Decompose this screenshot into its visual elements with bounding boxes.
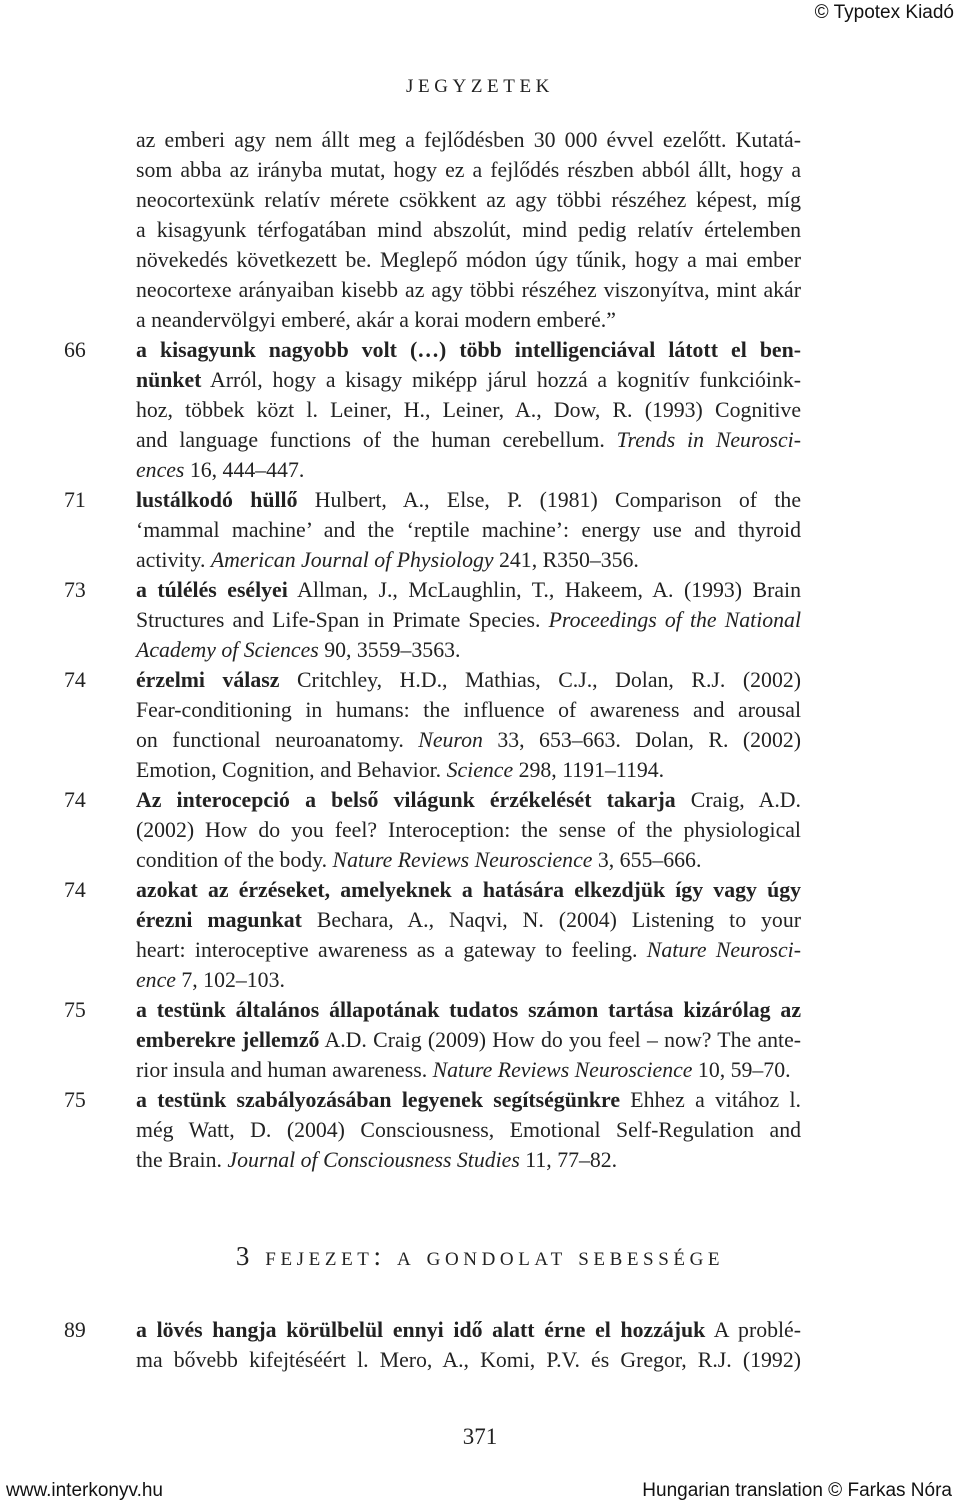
note-text: 3, 655–666. [592,848,702,872]
note-text: Structures and Life-Span in Primate Species. [136,608,549,632]
note-page-number: 74 [64,668,86,692]
note-keyword: lustálkodó hüllő [136,488,298,512]
note-line [136,695,801,725]
note-line [136,365,801,395]
note-line [136,935,801,965]
note-line [136,575,801,605]
note-entry [0,1315,801,1375]
note-page-number: 66 [64,338,86,362]
note-line [136,515,801,545]
note-keyword: a testünk általános állapotának tudatos számon tartása kizárólag az [136,998,801,1022]
note-text: condition of the body. [136,848,333,872]
note-line [136,605,801,635]
note-page-number: 74 [64,878,86,902]
note-page-number: 73 [64,578,86,602]
note-text: on functional neuroanatomy. [136,728,419,752]
note-line [136,245,801,275]
note-entry [0,875,801,995]
note-line [136,875,801,905]
note-line [136,1145,801,1175]
note-page-number: 74 [64,788,86,812]
note-source-title: Academy of Sciences [136,638,319,662]
note-line [136,185,801,215]
chapter-heading: 3 fejezet: a gondolat sebessége [235,1241,725,1271]
note-line [136,1115,801,1145]
note-source-title: Journal of Consciousness Studies [227,1148,520,1172]
note-text: rior insula and human awareness. [136,1058,433,1082]
note-line [136,395,801,425]
note-entry [0,125,801,335]
note-line [136,1315,801,1345]
note-text: Allman, J., McLaughlin, T., Hakeem, A. (1993) Brain [287,578,802,602]
note-text: Emotion, Cognition, and Behavior. [136,758,447,782]
note-line [136,545,801,575]
note-text: az emberi agy nem állt meg a fejlődésben 30 000 évvel ezelőtt. Kutatá- [136,128,801,152]
note-line [136,155,801,185]
note-text: Craig, A.D. [675,788,802,812]
note-source-title: Nature Reviews Neuroscience [432,1058,693,1082]
note-keyword: emberekre jellemző [136,1028,320,1052]
note-line [136,725,801,755]
note-line [136,755,801,785]
note-line [136,305,801,335]
note-text: the Brain. [136,1148,228,1172]
note-page-number: 75 [64,1088,86,1112]
note-line [136,1025,801,1055]
note-source-title: American Journal of Physiology [210,548,494,572]
note-source-title: ence [136,968,176,992]
note-text: A.D. Craig (2009) How do you feel – now? The ante- [319,1028,802,1052]
note-text: A problé- [705,1318,801,1342]
note-line [136,965,801,995]
note-line [136,455,801,485]
note-page-number: 75 [64,998,86,1022]
chapter-notes-list [0,1315,960,1375]
note-text: hoz, többek közt l. Leiner, H., Leiner, A., Dow, R. (1993) Cognitive [136,398,801,422]
note-line [136,635,801,665]
note-line [136,1345,801,1375]
note-text: 10, 59–70. [692,1058,791,1082]
notes-list [0,125,960,1175]
note-text: Bechara, A., Naqvi, N. (2004) Listening to your [301,908,801,932]
note-entry [0,335,801,485]
note-text: (2002) How do you feel? Interoception: the sense of the physiological [136,818,801,842]
note-page-number: 89 [64,1318,86,1342]
note-text: még Watt, D. (2004) Consciousness, Emotional Self-Regulation and [136,1118,801,1142]
page-number: 371 [462,1424,498,1449]
note-text: Hulbert, A., Else, P. (1981) Comparison of the [297,488,801,512]
note-line [136,845,801,875]
note-text: a neandervölgyi emberé, akár a korai modern emberé.” [136,308,616,332]
note-entry [0,995,801,1085]
note-line [136,905,801,935]
note-text: növekedés következett be. Meglepő módon úgy tűnik, hogy a mai ember [136,248,801,272]
note-text: som abba az irányba mutat, hogy ez a fejlődés részben abból állt, hogy a [136,158,801,182]
note-entry [0,1085,801,1175]
note-entry [0,785,801,875]
note-text: heart: interoceptive awareness as a gateway to feeling. [136,938,647,962]
note-source-title: ences [136,458,185,482]
note-text: Critchley, H.D., Mathias, C.J., Dolan, R.J. (2002) [279,668,801,692]
footer-translation-credit: Hungarian translation © Farkas Nóra [642,1480,952,1501]
note-keyword: Az interocepció a belső világunk érzékelését takarja [136,788,676,812]
note-text: Ehhez a vitához l. [620,1088,801,1112]
note-text: neocortexe arányaiban kisebb az agy többi részéhez viszonyítva, mint akár [136,278,801,302]
note-line [136,815,801,845]
note-entry [0,575,801,665]
note-line [136,485,801,515]
note-text: 33, 653–663. Dolan, R. (2002) [482,728,801,752]
note-line [136,215,801,245]
copyright-notice: © Typotex Kiadó [814,2,954,23]
note-keyword: a testünk szabályozásában legyenek segítségünkre [136,1088,621,1112]
note-keyword: érezni magunkat [136,908,302,932]
note-source-title: Neuron [418,728,483,752]
note-line [136,995,801,1025]
note-keyword: a lövés hangja körülbelül ennyi idő alatt érne el hozzájuk [136,1318,706,1342]
note-keyword: azokat az érzéseket, amelyeknek a hatására elkezdjük így vagy úgy [136,878,801,902]
note-keyword: nünket [136,368,202,392]
note-keyword: érzelmi válasz [136,668,280,692]
note-line [136,335,801,365]
note-entry [0,485,801,575]
note-line [136,1055,801,1085]
running-head: jegyzetek [406,68,554,98]
note-text: 241, R350–356. [493,548,639,572]
note-source-title: Science [446,758,514,782]
note-text: Fear-conditioning in humans: the influence of awareness and arousal [136,698,801,722]
note-line [136,785,801,815]
note-line [136,1085,801,1115]
note-source-title: Nature Neurosci- [646,938,801,962]
note-text: neocortexünk relatív mérete csökkent az agy többi részéhez képest, míg [136,188,801,212]
note-text: 298, 1191–1194. [513,758,665,782]
note-line [136,665,801,695]
note-line [136,425,801,455]
note-keyword: a túlélés esélyei [136,578,288,602]
note-line [136,125,801,155]
note-text: activity. [136,548,211,572]
note-source-title: Proceedings of the National [548,608,801,632]
footer-website: www.interkonyv.hu [6,1480,163,1501]
note-text: and language functions of the human cerebellum. [136,428,617,452]
note-text: 7, 102–103. [175,968,285,992]
note-source-title: Trends in Neurosci- [616,428,801,452]
note-keyword: a kisagyunk nagyobb volt (…) több intelligenciával látott el ben- [136,338,801,362]
note-entry [0,665,801,785]
note-text: 16, 444–447. [184,458,305,482]
note-source-title: Nature Reviews Neuroscience [332,848,593,872]
note-text: 90, 3559–3563. [318,638,461,662]
note-page-number: 71 [64,488,86,512]
note-text: 11, 77–82. [519,1148,618,1172]
note-text: ‘mammal machine’ and the ‘reptile machine’: energy use and thyroid [136,518,801,542]
note-line [136,275,801,305]
note-text: Arról, hogy a kisagy miképp járul hozzá a kognitív funkcióink- [201,368,801,392]
note-text: ma bővebb kifejtéséért l. Mero, A., Komi, P.V. és Gregor, R.J. (1992) [136,1348,801,1372]
note-text: a kisagyunk térfogatában mind abszolút, mind pedig relatív értelemben [136,218,801,242]
